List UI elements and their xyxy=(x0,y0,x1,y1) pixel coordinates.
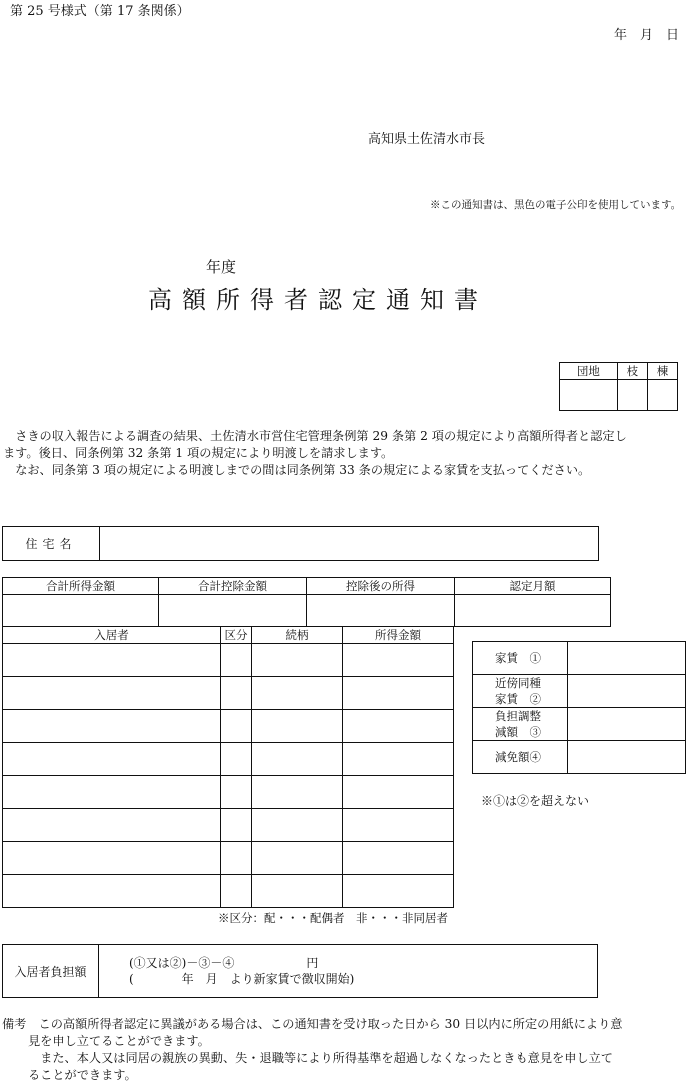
resident-row xyxy=(3,809,454,842)
burden-label: 入居者負担額 xyxy=(3,945,99,998)
resident-name-cell[interactable] xyxy=(3,644,221,677)
resident-income-cell[interactable] xyxy=(343,776,454,809)
resident-name-cell[interactable] xyxy=(3,776,221,809)
resident-relation-cell[interactable] xyxy=(252,644,343,677)
resident-code-cell[interactable] xyxy=(221,743,252,776)
resident-name-cell[interactable] xyxy=(3,842,221,875)
resident-code-cell[interactable] xyxy=(221,677,252,710)
house-name-label: 住宅名 xyxy=(3,527,100,561)
resident-relation-cell[interactable] xyxy=(252,809,343,842)
residents-header: 所得金額 xyxy=(343,627,454,644)
house-name-field[interactable] xyxy=(100,527,599,561)
resident-row xyxy=(3,842,454,875)
resident-income-cell[interactable] xyxy=(343,875,454,908)
resident-relation-cell[interactable] xyxy=(252,743,343,776)
notice-body xyxy=(3,428,683,479)
resident-name-cell[interactable] xyxy=(3,809,221,842)
body-line: ます。後日、同条例第 32 条第 1 項の規定により明渡しを請求します。 xyxy=(3,446,394,460)
resident-name-cell[interactable] xyxy=(3,743,221,776)
residents-header: 続柄 xyxy=(252,627,343,644)
building-id-table xyxy=(559,362,678,411)
rent-note: ※①は②を超えない xyxy=(481,794,590,808)
issuer-name: 高知県土佐清水市長 xyxy=(368,132,486,147)
resident-row xyxy=(3,776,454,809)
resident-relation-cell[interactable] xyxy=(252,776,343,809)
resident-code-cell[interactable] xyxy=(221,644,252,677)
resident-row xyxy=(3,743,454,776)
adjustment-field[interactable] xyxy=(568,708,686,741)
resident-row xyxy=(3,710,454,743)
certified-monthly-field[interactable] xyxy=(455,595,611,627)
body-line: なお、同条第 3 項の規定による明渡しまでの間は同条例第 33 条の規定による家賃を支払ってください。 xyxy=(15,463,591,477)
document-title: 高額所得者認定通知書 xyxy=(148,286,488,314)
rent-label: 家賃 ① xyxy=(473,642,568,675)
building-danchi-cell[interactable] xyxy=(560,380,618,411)
fiscal-year-label: 年度 xyxy=(206,258,237,276)
remarks-line: また、本人又は同居の親族の異動、失・退職等により所得基準を超過しなくなったときも意見を申し立て xyxy=(28,1051,613,1065)
remarks xyxy=(2,1016,682,1084)
burden-formula: (①又は②)－③－④ 円 xyxy=(129,956,319,970)
adjustment-label: 負担調整 減額 ③ xyxy=(473,708,568,741)
resident-name-cell[interactable] xyxy=(3,875,221,908)
body-line: さきの収入報告による調査の結果、土佐清水市営住宅管理条例第 29 条第 2 項の規定により高額所得者と認定し xyxy=(15,429,627,443)
residents-header: 区分 xyxy=(221,627,252,644)
exemption-label: 減免額④ xyxy=(473,741,568,774)
date-field: 年 月 日 xyxy=(614,28,680,43)
remarks-line: ることができます。 xyxy=(28,1068,137,1082)
resident-relation-cell[interactable] xyxy=(252,677,343,710)
building-eda-cell[interactable] xyxy=(617,380,647,411)
resident-relation-cell[interactable] xyxy=(252,875,343,908)
resident-income-cell[interactable] xyxy=(343,842,454,875)
total-income-field[interactable] xyxy=(3,595,159,627)
income-after-deduction-field[interactable] xyxy=(307,595,455,627)
resident-name-cell[interactable] xyxy=(3,677,221,710)
resident-row xyxy=(3,644,454,677)
building-tou-cell[interactable] xyxy=(647,380,677,411)
nearby-rent-label: 近傍同種 家賃 ② xyxy=(473,675,568,708)
seal-notice: ※この通知書は、黒色の電子公印を使用しています。 xyxy=(430,199,682,211)
income-header: 認定月額 xyxy=(455,578,611,595)
residents-table xyxy=(2,626,454,908)
income-header: 合計所得金額 xyxy=(3,578,159,595)
income-header: 控除後の所得 xyxy=(307,578,455,595)
resident-income-cell[interactable] xyxy=(343,644,454,677)
resident-code-cell[interactable] xyxy=(221,809,252,842)
remarks-line: 見を申し立てることができます。 xyxy=(28,1034,210,1048)
building-header-tou: 棟 xyxy=(647,363,677,380)
resident-row xyxy=(3,677,454,710)
rent-table xyxy=(472,641,686,774)
burden-start: ( 年 月 より新家賃で徴収開始) xyxy=(129,972,355,986)
resident-income-cell[interactable] xyxy=(343,809,454,842)
rent-value-field[interactable] xyxy=(568,642,686,675)
classification-note: ※区分：配・・・配偶者 非・・・非同居者 xyxy=(218,911,448,925)
income-header: 合計控除金額 xyxy=(159,578,307,595)
resident-code-cell[interactable] xyxy=(221,776,252,809)
resident-income-cell[interactable] xyxy=(343,710,454,743)
resident-code-cell[interactable] xyxy=(221,842,252,875)
burden-content[interactable] xyxy=(99,945,598,998)
burden-table xyxy=(2,944,598,998)
nearby-rent-field[interactable] xyxy=(568,675,686,708)
resident-row xyxy=(3,875,454,908)
resident-income-cell[interactable] xyxy=(343,677,454,710)
resident-relation-cell[interactable] xyxy=(252,710,343,743)
exemption-field[interactable] xyxy=(568,741,686,774)
resident-name-cell[interactable] xyxy=(3,710,221,743)
residents-header: 入居者 xyxy=(3,627,221,644)
house-name-table xyxy=(2,526,599,561)
total-deduction-field[interactable] xyxy=(159,595,307,627)
building-header-eda: 枝 xyxy=(617,363,647,380)
resident-code-cell[interactable] xyxy=(221,875,252,908)
form-number: 第 25 号様式（第 17 条関係） xyxy=(10,4,190,19)
resident-income-cell[interactable] xyxy=(343,743,454,776)
remarks-line: 備考 この高額所得者認定に異議がある場合は、この通知書を受け取った日から 30 日以内に所定の用紙により意 xyxy=(2,1017,623,1031)
resident-relation-cell[interactable] xyxy=(252,842,343,875)
building-header-danchi: 団地 xyxy=(560,363,618,380)
resident-code-cell[interactable] xyxy=(221,710,252,743)
income-table xyxy=(2,577,611,627)
